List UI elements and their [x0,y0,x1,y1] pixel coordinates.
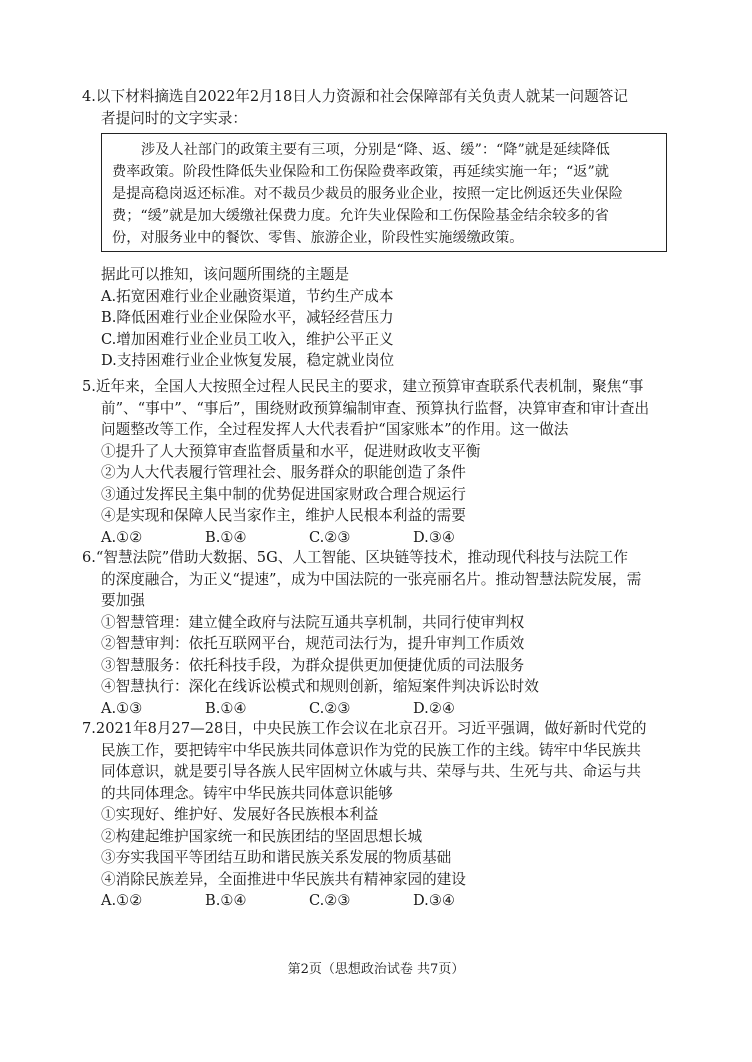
page-footer: 第2页（思想政治试卷 共7页） [287,962,465,977]
question-5-stem-line: 前”、“事中”、“事后”，围绕财政预算编制审查、预算执行监督，决算审查和审计查出 [101,399,650,417]
question-5-stem-line: 5.近年来，全国人大按照全过程人民民主的要求，建立预算审查联系代表机制，聚焦“事 [82,378,644,395]
option-a: A.①② [101,892,143,909]
question-7-stem-line: 同体意识，就是要引导各族人民牢固树立休戚与共、荣辱与共、生死与共、命运与共 [101,763,641,780]
statement-1: ①实现好、维护好、发展好各民族根本利益 [101,806,379,823]
statement-2: ②构建起维护国家统一和民族团结的坚固思想长城 [101,827,423,845]
question-7-stem-line: 的共同体理念。铸牢中华民族共同体意识能够 [101,784,393,802]
statement-1: ①提升了人大预算审查监督质量和水平，促进财政收支平衡 [101,442,481,460]
question-6-options [82,698,672,720]
question-4-stem-line: 4.以下材料摘选自2022年2月18日人力资源和社会保障部有关负责人就某一问题答记 [82,88,628,105]
question-5-options [82,527,672,549]
option-a: A.①③ [101,699,143,717]
material-line: 份，对服务业中的餐饮、零售、旅游企业，阶段性实施缓缴政策。 [112,230,524,246]
question-7-stem-line: 民族工作，要把铸牢中华民族共同体意识作为党的民族工作的主线。铸牢中华民族共 [101,741,641,759]
question-4-material-box [101,133,667,252]
question-6-stem-line: 的深度融合，为正义“提速”，成为中国法院的一张亮丽名片。推动智慧法院发展，需 [101,570,642,588]
material-line: 费率政策。阶段性降低失业保险和工伤保险费率政策，再延续实施一年；“返”就 [112,164,609,180]
statement-2: ②为人大代表履行管理社会、服务群众的职能创造了条件 [101,464,466,481]
option-c: C.增加困难行业企业员工收入，维护公平正义 [101,330,394,348]
question-4 [82,86,672,129]
question-5-stem-line: 问题整改等工作，全过程发挥人大代表看护“国家账本”的作用。这一做法 [101,421,569,438]
option-a: A.拓宽困难行业企业融资渠道，节约生产成本 [101,287,394,305]
statement-4: ④消除民族差异，全面推进中华民族共有精神家园的建设 [101,870,466,888]
option-d: D.③④ [413,892,455,909]
question-7-stem-line: 7.2021年8月27—28日，中央民族工作会议在北京召开。习近平强调，做好新时代党的 [82,720,647,737]
option-c: C.②③ [309,699,351,717]
material-line: 涉及人社部门的政策主要有三项，分别是“降、返、缓”：“降”就是延续降低 [141,142,610,158]
material-line: 费；“缓”就是加大缓缴社保费力度。允许失业保险和工伤保险基金结余较多的省 [112,208,609,224]
option-d: D.②④ [413,699,455,717]
option-d: D.③④ [413,528,455,546]
question-4-body [101,264,691,372]
statement-4: ④智慧执行：深化在线诉讼模式和规则创新，缩短案件判决诉讼时效 [101,678,539,695]
statement-3: ③通过发挥民主集中制的优势促进国家财政合理合规运行 [101,485,466,503]
statement-2: ②智慧审判：依托互联网平台，规范司法行为，提升审判工作质效 [101,635,525,652]
statement-3: ③夯实我国平等团结互助和谐民族关系发展的物质基础 [101,849,452,866]
question-4-stem-line: 者提问时的文字实录： [101,109,247,127]
material-line: 是提高稳岗返还标准。对不裁员少裁员的服务业企业，按照一定比例返还失业保险 [112,186,623,202]
option-b: B.①④ [205,528,247,546]
option-a: A.①② [101,528,143,546]
question-6-stem-line: 要加强 [101,592,145,609]
statement-4: ④是实现和保障人民当家作主，维护人民根本利益的需要 [101,507,466,524]
question-7 [82,718,672,912]
statement-3: ③智慧服务：依托科技手段，为群众提供更加便捷优质的司法服务 [101,656,525,674]
option-b: B.①④ [205,699,247,717]
question-7-options [82,890,672,912]
option-b: B.①④ [205,892,247,909]
option-c: C.②③ [309,892,351,909]
question-6-stem-line: 6.“智慧法院”借助大数据、5G、人工智能、区块链等技术，推动现代科技与法院工作 [82,549,628,566]
option-c: C.②③ [309,528,351,546]
option-d: D.支持困难行业企业恢复发展，稳定就业岗位 [101,352,395,369]
question-5 [82,376,672,548]
question-4-prompt: 据此可以推知，该问题所围绕的主题是 [101,266,350,283]
statement-1: ①智慧管理：建立健全政府与法院互通共享机制，共同行使审判权 [101,613,525,631]
option-b: B.降低困难行业企业保险水平，减轻经营压力 [101,309,394,326]
question-6 [82,547,672,719]
